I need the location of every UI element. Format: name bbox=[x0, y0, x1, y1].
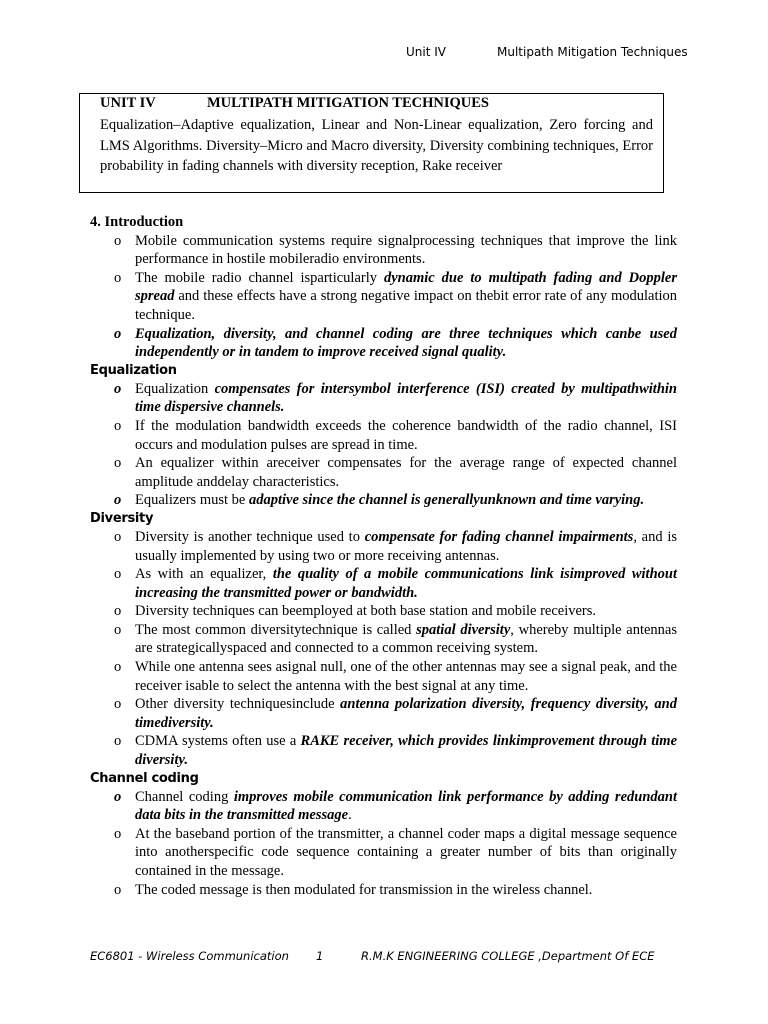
bullet-text: At the baseband portion of the transmitter, a channel coder maps a digital message sequence into anotherspecific code sequence containing a greater number of bits than originally contained in the message. bbox=[135, 825, 677, 879]
bullet-marker: o bbox=[114, 603, 122, 620]
bullet-item bbox=[90, 621, 677, 658]
page-header bbox=[0, 45, 768, 61]
bullet-text: CDMA systems often use a bbox=[135, 733, 301, 750]
syllabus-unit: UNIT IV bbox=[100, 95, 156, 111]
bullet-text: Other diversity techniquesinclude bbox=[135, 696, 341, 713]
channel-coding-list bbox=[90, 788, 677, 900]
bullet-marker: o bbox=[114, 528, 122, 545]
emphasized-text: the quality of a mobile communications link isimproved without increasing the transmitted power or bandwidth. bbox=[135, 566, 677, 601]
bullet-marker: o bbox=[114, 696, 122, 713]
emphasized-text: antenna polarization diversity, frequency diversity, and timediversity. bbox=[135, 696, 677, 731]
header-unit: Unit IV bbox=[406, 45, 446, 59]
bullet-text: While one antenna sees asignal null, one of the other antennas may see a signal peak, and the receiver isable to select the antenna with the best signal at any time. bbox=[135, 659, 677, 694]
bullet-text: Diversity is another technique used to bbox=[135, 528, 365, 545]
bullet-item bbox=[90, 417, 677, 454]
bullet-marker: o bbox=[114, 659, 122, 676]
bullet-item bbox=[90, 732, 677, 769]
diversity-list bbox=[90, 528, 677, 770]
bullet-text: Equalization bbox=[135, 380, 215, 397]
emphasized-text: dynamic due to multipath fading and Doppler spread bbox=[135, 269, 678, 305]
subheading-channel-coding: Channel coding bbox=[90, 770, 199, 786]
bullet-item bbox=[90, 695, 677, 732]
bullet-text: The coded message is then modulated for transmission in the wireless channel. bbox=[135, 881, 593, 898]
footer-college: R.M.K ENGINEERING COLLEGE ,Department Of ECE bbox=[361, 949, 655, 963]
bullet-marker: o bbox=[114, 733, 122, 750]
emphasized-text: Equalization, diversity, and channel coding are three techniques which canbe used independently or in tandem to improve received signal quality. bbox=[135, 325, 677, 361]
bullet-text: Mobile communication systems require signalprocessing techniques that improve the link performance in hostile mobileradio environments. bbox=[135, 232, 677, 268]
bullet-item bbox=[90, 825, 677, 881]
emphasized-text: RAKE receiver, which provides linkimprovement through time diversity. bbox=[135, 733, 678, 769]
footer-course: EC6801 - Wireless Communication bbox=[90, 949, 289, 963]
bullet-text: . bbox=[348, 807, 352, 824]
bullet-marker: o bbox=[114, 566, 122, 583]
bullet-marker: o bbox=[114, 269, 122, 286]
bullet-marker: o bbox=[114, 825, 122, 842]
bullet-marker: o bbox=[114, 417, 122, 434]
header-title: Multipath Mitigation Techniques bbox=[497, 45, 688, 59]
subheading-diversity: Diversity bbox=[90, 510, 154, 526]
bullet-marker: o bbox=[114, 325, 122, 342]
bullet-text: Channel coding bbox=[135, 788, 234, 805]
bullet-text: The mobile radio channel isparticularly bbox=[135, 269, 384, 286]
main-content bbox=[90, 213, 677, 899]
bullet-marker: o bbox=[114, 455, 122, 472]
bullet-item bbox=[90, 528, 677, 565]
bullet-marker: o bbox=[114, 380, 122, 397]
emphasized-text: improves mobile communication link performance by adding redundant data bits in the transmitted message bbox=[135, 788, 677, 824]
emphasized-text: compensates for intersymbol interference (ISI) created by multipathwithin time dispersive channels. bbox=[135, 380, 677, 416]
footer-page-number: 1 bbox=[316, 949, 324, 963]
syllabus-text: Equalization–Adaptive equalization, Linear and Non-Linear equalization, Zero forcing and LMS Algorithms. Diversity–Micro and Macro diversity, Diversity combining techniques, Error probability in fading channels with diversity reception, Rake receiver bbox=[100, 117, 653, 174]
syllabus-box bbox=[79, 93, 664, 193]
bullet-item bbox=[90, 491, 677, 510]
bullet-marker: o bbox=[114, 788, 122, 805]
bullet-text: , whereby multiple antennas are strategicallyspaced and connected to a common receiving system. bbox=[135, 621, 677, 657]
intro-list bbox=[90, 232, 677, 362]
bullet-marker: o bbox=[114, 881, 122, 898]
bullet-text: If the modulation bandwidth exceeds the coherence bandwidth of the radio channel, ISI occurs and modulation pulses are spread in time. bbox=[135, 417, 677, 453]
bullet-item bbox=[90, 380, 677, 417]
bullet-marker: o bbox=[114, 621, 122, 638]
bullet-item bbox=[90, 454, 677, 491]
bullet-text: Diversity techniques can beemployed at both base station and mobile receivers. bbox=[135, 603, 597, 620]
bullet-item bbox=[90, 325, 677, 362]
bullet-text: Equalizers must be bbox=[135, 492, 249, 509]
section-title-introduction: 4. Introduction bbox=[90, 214, 184, 230]
emphasized-text: spatial diversity bbox=[416, 621, 511, 638]
syllabus-heading bbox=[100, 95, 489, 112]
bullet-item bbox=[90, 269, 677, 325]
bullet-text: The most common diversitytechnique is called bbox=[135, 621, 417, 638]
emphasized-text: compensate for fading channel impairments bbox=[364, 528, 634, 545]
bullet-marker: o bbox=[114, 232, 122, 249]
bullet-item bbox=[90, 232, 677, 269]
bullet-item bbox=[90, 565, 677, 602]
bullet-item bbox=[90, 788, 677, 825]
subheading-equalization: Equalization bbox=[90, 362, 177, 378]
bullet-item bbox=[90, 602, 677, 621]
bullet-item bbox=[90, 881, 677, 900]
bullet-text: , and is usually implemented by using two or more receiving antennas. bbox=[135, 528, 678, 564]
syllabus-title: MULTIPATH MITIGATION TECHNIQUES bbox=[207, 95, 489, 111]
bullet-text: As with an equalizer, bbox=[135, 566, 273, 583]
bullet-text: and these effects have a strong negative impact on thebit error rate of any modulation technique. bbox=[135, 288, 677, 323]
bullet-marker: o bbox=[114, 492, 122, 509]
emphasized-text: adaptive since the channel is generallyunknown and time varying. bbox=[248, 492, 645, 509]
bullet-text: An equalizer within areceiver compensates for the average range of expected channel amplitude anddelay characteristics. bbox=[135, 455, 677, 490]
equalization-list bbox=[90, 380, 677, 510]
bullet-item bbox=[90, 658, 677, 695]
